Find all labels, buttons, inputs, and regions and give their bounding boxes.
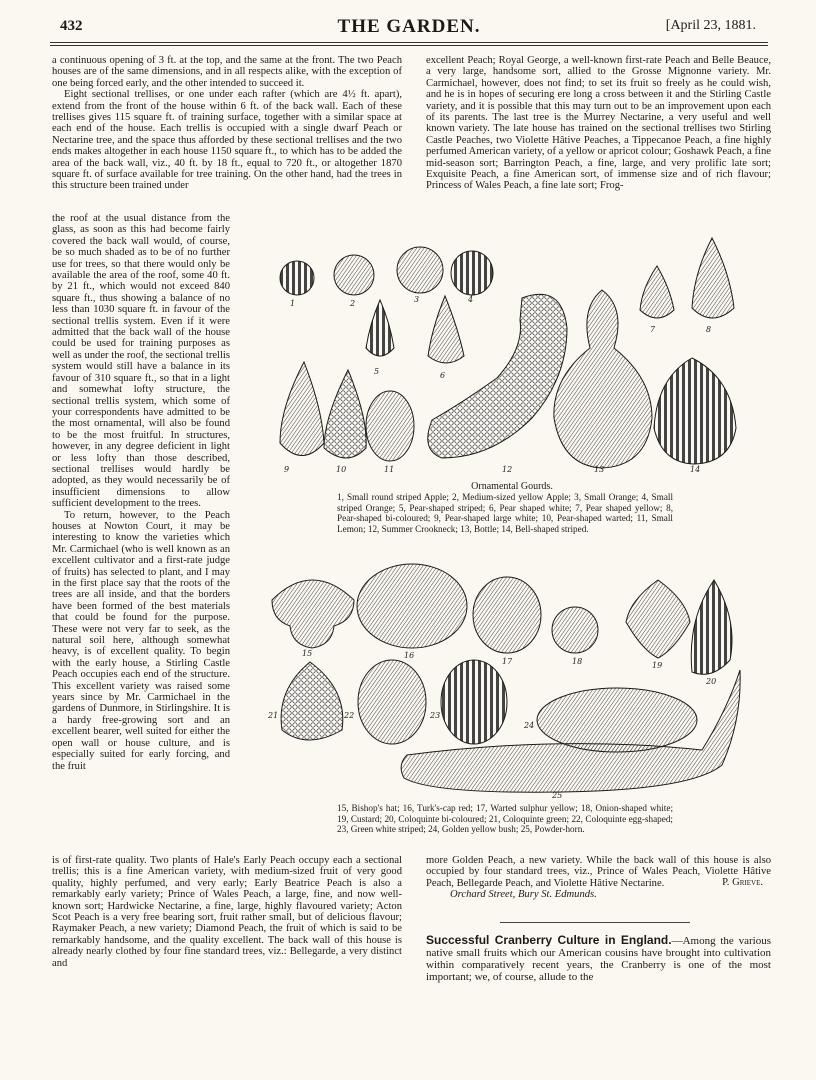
gourd-10 — [324, 370, 366, 458]
gourd-21 — [281, 662, 343, 740]
figure-caption-bottom: 15, Bishop's hat; 16, Turk's-cap red; 17, Warted sulphur yellow; 18, Onion-shaped white; 19, Custard; 20, Coloquinte bi-coloured; 21, Coloquinte green; 22, Coloquinte egg-shaped; 23, Green white striped; 24, Golden yellow bush; 25, Powder-horn. — [337, 803, 673, 835]
gourd-9 — [280, 362, 324, 456]
gourd-20 — [691, 580, 732, 674]
gourd-17 — [473, 577, 541, 653]
header-rule — [50, 42, 768, 43]
figure-label: 5 — [374, 367, 380, 376]
figure-label: 3 — [414, 295, 420, 304]
figure-label: 14 — [690, 465, 701, 474]
figure-caption-top: 1, Small round striped Apple; 2, Medium-sized yellow Apple; 3, Small Orange; 4, Small striped Orange; 5, Pear-shaped striped; 6, Pear shaped white; 7, Pear shaped yellow; 8, Pear-shaped bi-coloured; 9, Pear-shaped large white; 10, Pear-shaped warted; 11, Small Lemon; 12, Summer Crookneck; 13, Bottle; 14, Bell-shaped striped. — [337, 492, 673, 534]
figure-title: Ornamental Gourds. — [471, 481, 553, 492]
gourd-7 — [640, 266, 674, 318]
figure-label: 8 — [706, 325, 712, 334]
gourd-19 — [626, 580, 690, 658]
paragraph: Eight sectional trellises, or one under each rafter (which are 4½ ft. apart), extend from the front of the house within 6 ft. of the back wall. Each of these trellises gives 115 square ft. of training surface, together with a similar space at each end of the house. Each trellis is occupied with a single dwarf Peach or Nectarine tree, and the space thus afforded by these sectional trellises and the two ends makes altogether in each house 1150 square ft., to which has to be added the area of the back wall, viz., 40 ft. by 18 ft., equal to 720 ft., or altogether 1870 square ft. of surface available for tree training. On the other hand, had the trees in this structure been trained under — [52, 89, 402, 192]
figure-label: 25 — [552, 791, 563, 800]
column-right-bottom — [426, 855, 771, 913]
figure-label: 21 — [268, 711, 279, 720]
paragraph: excellent Peach; Royal George, a well-known first-rate Peach and Belle Beauce, a very large, handsome sort, allied to the Grosse Mignonne variety. Mr. Carmichael, however, does not find; to set its fruit so freely as he could wish, and he is in hopes of securing ere long a cross between it and the Stirling Castle variety, and it is possible that this may turn out to be an improvement upon each of its parents. The last tree is the Murrey Nectarine, a very useful and well known variety. The late house has trained on the sectional trellises two Stirling Castle Peaches, two Violette Hâtive Peaches, a Tippecanoe Peach, a fine highly perfumed American variety, of a yellow or apricot colour; Goshawk Peach, a fine mid-season sort; Barrington Peach, a fine, large, and very prolific late sort; Exquisite Peach, a fine American sort, of immense size and of rich flavour; Princess of Wales Peach, a fine late sort; Frog- — [426, 55, 771, 192]
figure-label: 11 — [384, 465, 395, 474]
column-left-narrow — [52, 213, 230, 772]
gourd-14 — [654, 358, 736, 464]
figure-label: 6 — [440, 371, 446, 380]
gourd-2 — [334, 255, 374, 295]
page-header — [50, 16, 768, 40]
gourd-16 — [357, 564, 467, 648]
figure-label: 10 — [336, 465, 347, 474]
column-right-top — [426, 55, 771, 192]
author-name: P. Grieve. — [722, 877, 763, 889]
gourd-5 — [366, 300, 394, 356]
figure-label: 22 — [344, 711, 355, 720]
gourds-engraving-top — [262, 228, 762, 480]
figure-label: 15 — [302, 649, 313, 658]
publication-title: THE GARDEN. — [337, 16, 481, 37]
paragraph: more Golden Peach, a new variety. While the back wall of this house is also occupied by four standard trees, viz., Prince of Wales Peach, Violette Hâtive Peach, Bellegarde Peach, and Violette Hâtive Nectarine. — [426, 855, 771, 889]
article-heading: Successful Cranberry Culture in England. — [426, 933, 672, 947]
figure-label: 19 — [652, 661, 663, 670]
paragraph: is of first-rate quality. Two plants of Hale's Early Peach occupy each a sectional trellis; this is a fine American variety, with medium-sized fruit of very good quality, highly perfumed, and very early; Early Beatrice Peach is also a remarkably early variety; Prince of Wales Peach, a large, fine, and now well-known sort; Hardwicke Nectarine, a fine, large, highly flavoured variety; Acton Scot Peach is a very free bearing sort, fruit rather small, but of delicious flavour; Raymaker Peach, a new variety; Diamond Peach, the fruit of which is said to be remarkably handsome, and the quality excellent. The back wall of this house is already nearly clothed by four fine standard trees, viz.: Bellegarde, a very distinct and — [52, 855, 402, 969]
figure-label: 2 — [350, 299, 356, 308]
figure-label: 18 — [572, 657, 583, 666]
header-rule-thin — [50, 45, 768, 46]
article-cranberry — [426, 934, 771, 983]
gourd-23 — [441, 660, 507, 744]
figure-label: 13 — [594, 465, 605, 474]
gourds-engraving-bottom — [262, 560, 762, 800]
column-left-bottom — [52, 855, 402, 969]
gourd-22 — [358, 660, 426, 744]
author-address: Orchard Street, Bury St. Edmunds. — [450, 889, 597, 901]
gourd-4 — [451, 251, 493, 295]
signature — [426, 877, 771, 913]
page-number: 432 — [60, 18, 83, 34]
figure-label: 20 — [706, 677, 717, 686]
gourd-8 — [692, 238, 734, 318]
gourd-3 — [397, 247, 443, 293]
figure-label: 1 — [290, 299, 296, 308]
gourd-18 — [552, 607, 598, 653]
issue-date: [April 23, 1881. — [665, 18, 756, 33]
paragraph: the roof at the usual distance from the glass, as soon as this had become fairly covered the back wall would, of course, be so much shaded as to be of no further use for trees, so that there would only be available the area of the roof, some 40 ft. by 21 ft., which would not exceed 840 square ft., thus showing a balance of no less than 1030 square ft. in favour of the sectional trellis system. Even if it were admitted that the back wall of the house could be used for training purposes as well as under the roof, the sectional trellis system would still have a balance in its favour of 310 square ft., so that in a light and somewhat lofty structure, the sectional trellis system, which some of your correspondents have admitted to be the most ornamental, will also be found to be the most fruitful. In structures, however, in any degree deficient in light or less lofty than those described, sectional trellises would hardly be adopted, as they would necessarily be of insufficient dimensions to allow sufficient development to the trees. — [52, 213, 230, 510]
section-divider — [500, 922, 690, 923]
gourd-24 — [537, 688, 697, 752]
gourd-15 — [272, 580, 354, 648]
figure-label: 24 — [524, 721, 535, 730]
article-text: —Among the various native small fruits which our American cousins have brought into cultivation within comparatively recent years, the Cranberry is one of the most important; we, of course, allude to the — [426, 935, 771, 983]
gourd-1 — [280, 261, 314, 295]
paragraph: To return, however, to the Peach houses at Nowton Court, it may be interesting to know the varieties which Mr. Carmichael (who is well known as an excellent cultivator and a first-rate judge of fruits) has selected to plant, and I may in the first place say that the roots of the trees are all inside, and that the borders have been formed of the best materials that could be found for the purpose. These were not very far to seek, as the natural soil here, although somewhat heavy, is of excellent quality. To begin with the early house, a Stirling Castle Peach occupies each end of the structure. This excellent variety was raised some years since by Mr. Carmichael in the gardens of Dunmore, in Stirlingshire. It is a hardy free-growing sort and an excellent bearer, well suited for either the open wall or house culture, and is especially suited for early forcing, and the fruit — [52, 509, 230, 772]
figure-label: 17 — [502, 657, 513, 666]
paragraph: a continuous opening of 3 ft. at the top, and the same at the front. The two Peach houses are of the same dimensions, and in all respects alike, with the exception of one being forced early, and the other intended to succeed it. — [52, 55, 402, 89]
figure-label: 23 — [430, 711, 441, 720]
gourd-13 — [554, 290, 652, 468]
figure-label: 9 — [284, 465, 290, 474]
figure-label: 4 — [468, 295, 474, 304]
figure-label: 7 — [650, 325, 656, 334]
gourd-11 — [366, 391, 414, 461]
figure-label: 12 — [502, 465, 513, 474]
gourd-6 — [428, 296, 464, 363]
figure-label: 16 — [404, 651, 415, 660]
column-left-top — [52, 55, 402, 192]
